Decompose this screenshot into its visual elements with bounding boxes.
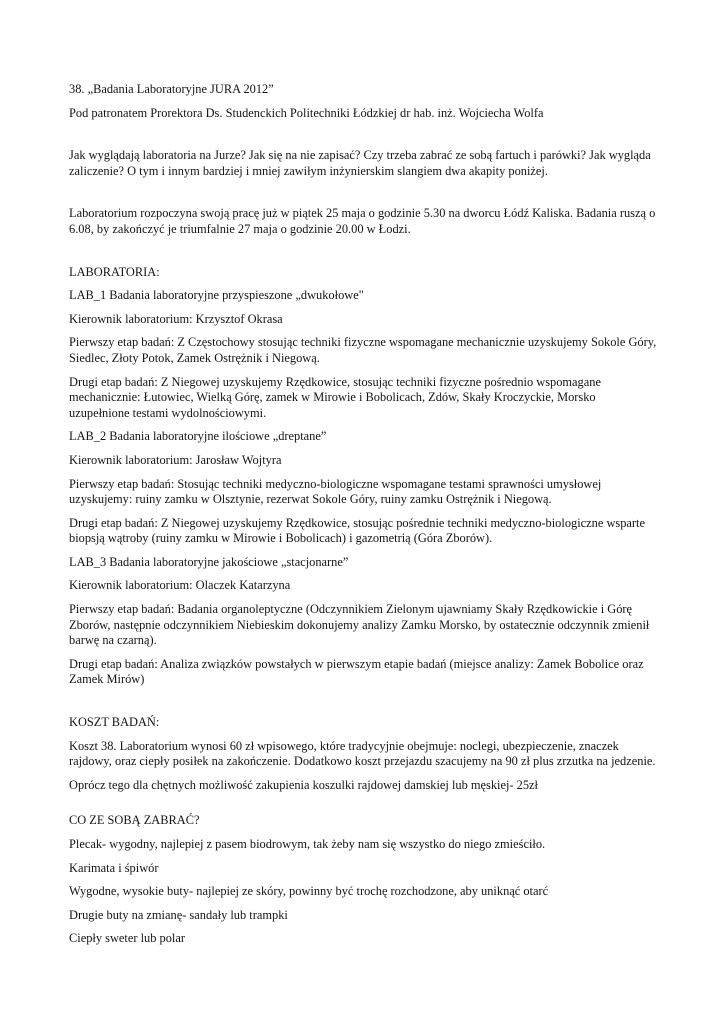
lab-name: LAB_1 Badania laboratoryjne przyspieszone „dwukołowe"	[69, 288, 364, 303]
bring-item: Karimata i śpiwór	[69, 860, 159, 875]
lab-name: LAB_3 Badania laboratoryjne jakościowe „stacjonarne”	[69, 554, 349, 569]
lab-head: Kierownik laboratorium: Jarosław Wojtyra	[69, 452, 282, 467]
bring-heading: CO ZE SOBĄ ZABRAĆ?	[69, 813, 200, 828]
bring-item: Ciepły sweter lub polar	[69, 931, 185, 946]
lab-stage-1: Pierwszy etap badań: Stosując techniki medyczno-biologiczne wspomagane testami sprawności umysłowej uzyskujemy: ruiny zamku w Olsztynie, rezerwat Sokole Góry, ruiny zamku Ostrężnik i Niegową.	[69, 476, 602, 507]
document-page	[69, 82, 659, 955]
lab-stage-2: Drugi etap badań: Z Niegowej uzyskujemy Rzędkowice, stosując pośrednie techniki medyczno-biologiczne wsparte biopsją wątroby (ruiny zamku w Mirowie i Bobolicach) i gazometrią (Góra Zborów).	[69, 515, 645, 546]
document-title: 38. „Badania Laboratoryjne JURA 2012”	[69, 82, 274, 96]
cost-heading: KOSZT BADAŃ:	[69, 715, 160, 730]
bring-item: Drugie buty na zmianę- sandały lub trampki	[69, 907, 288, 922]
lab-stage-1: Pierwszy etap badań: Badania organoleptyczne (Odczynnikiem Zielonym ujawniamy Skały Rzędkowickie i Górę Zborów, następnie odczynnikiem Niebieskim dokonujemy analizy Zamku Morsko, by ostatecznie odczynnik zmienił barwę na czarną).	[69, 602, 650, 648]
patronage-line: Pod patronatem Prorektora Ds. Studenckich Politechniki Łódzkiej dr hab. inż. Wojciecha Wolfa	[69, 105, 544, 120]
lab-head: Kierownik laboratorium: Olaczek Katarzyna	[69, 578, 291, 593]
lab-name: LAB_2 Badania laboratoryjne ilościowe „dreptane”	[69, 429, 327, 444]
lab-stage-2: Drugi etap badań: Analiza związków powstałych w pierwszym etapie badań (miejsce analizy: Zamek Bobolice oraz Zamek Mirów)	[69, 656, 644, 687]
bring-item: Plecak- wygodny, najlepiej z pasem biodrowym, tak żeby nam się wszystko do niego zmieściło.	[69, 837, 546, 851]
intro-paragraph: Jak wyglądają laboratoria na Jurze? Jak się na nie zapisać? Czy trzeba zabrać ze sobą fartuch i parówki? Jak wygląda zaliczenie? O tym i innym bardziej i mniej zawiłym inżynierskim slangiem dwa akapity poniżej.	[69, 148, 651, 178]
bring-item: Wygodne, wysokie buty- najlepiej ze skóry, powinny być trochę rozchodzone, aby uniknąć otarć	[69, 884, 549, 899]
lab-head: Kierownik laboratorium: Krzysztof Okrasa	[69, 311, 283, 326]
lab-stage-1: Pierwszy etap badań: Z Częstochowy stosując techniki fizyczne wspomagane mechanicznie uzyskujemy Sokole Góry, Siedlec, Złoty Potok, Zamek Ostrężnik i Niegową.	[69, 335, 657, 365]
cost-extra-paragraph: Oprócz tego dla chętnych możliwość zakupienia koszulki rajdowej damskiej lub męskiej- 25zł	[69, 777, 538, 792]
schedule-paragraph: Laboratorium rozpoczyna swoją pracę już w piątek 25 maja o godzinie 5.30 na dworcu Łódź Kaliska. Badania ruszą o 6.08, by zakończyć je triumfalnie 27 maja o godzinie 20.00 w Łodzi.	[69, 206, 656, 236]
cost-paragraph: Koszt 38. Laboratorium wynosi 60 zł wpisowego, które tradycyjnie obejmuje: noclegi, ubezpieczenie, znaczek rajdowy, oraz ciepły posiłek na zakończenie. Dodatkowo koszt przejazdu szacujemy na 90 zł plus zrzutka na jedzenie.	[69, 738, 656, 769]
labs-heading: LABORATORIA:	[69, 264, 160, 279]
lab-stage-2: Drugi etap badań: Z Niegowej uzyskujemy Rzędkowice, stosując techniki fizyczne pośrednio wspomagane mechanicznie: Łutowiec, Wielką Górę, zamek w Mirowie i Bobolicach, Zdów, Skały Kroczyckie, Morsko uzupełnione testami wydolnościowymi.	[69, 374, 601, 420]
